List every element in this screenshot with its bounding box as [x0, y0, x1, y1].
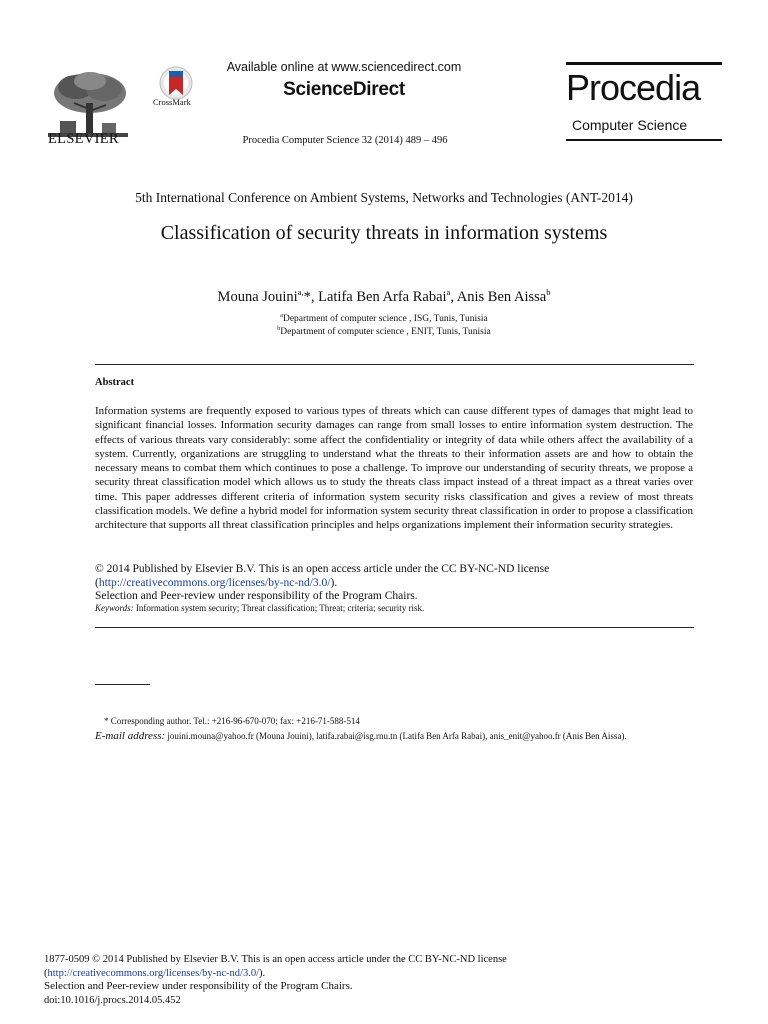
conference-name: 5th International Conference on Ambient Systems, Networks and Technologies (ANT-2014): [135, 190, 633, 205]
author-separator: ,: [310, 288, 319, 305]
footer-peer-review: Selection and Peer-review under responsibility of the Program Chairs.: [44, 980, 353, 992]
license-open-paren: (: [95, 577, 99, 589]
keywords-list: Information system security; Threat classification; Threat; criteria; security risk.: [133, 603, 425, 613]
license-close-paren: ).: [330, 577, 338, 589]
affiliation: [40, 313, 728, 324]
peer-review-statement: Selection and Peer-review under responsibility of the Program Chairs.: [95, 590, 418, 602]
corresponding-author-note: * Corresponding author. Tel.: +216-96-670-070; fax: +216-71-588-514: [104, 716, 360, 726]
journal-reference: Procedia Computer Science 32 (2014) 489 – 496: [242, 135, 448, 146]
journal-logo-top-rule: [566, 62, 722, 65]
journal-logo-subtitle: Computer Science: [572, 117, 688, 133]
affiliation: [40, 326, 728, 337]
abstract-bottom-divider: [95, 627, 694, 628]
abstract-body: Information systems are frequently exposed to various types of threats which can cause different types of damages that might lead to significant financial losses. Information security damages can range from small losses to entire information system destruction. The effects of various threats vary considerably: some affect the confidentiality or integrity of data while others affect the availability of a system. Currently, organizations are struggling to understand what the threats to their information assets are and how to obtain the necessary means to combat them which continues to pose a challenge. To improve our understanding of security threats, we propose a security threat classification model which allows us to study the threats class impact instead of a threat impact as a threat varies over time. This paper addresses different criteria of information system security risks classification and gives a review of most threats classification models. We define a hybrid model for information system security threat classification in order to propose a classification architecture that supports all threat classification principles and helps organizations implement their information security strategies.: [95, 405, 693, 532]
abstract-heading: Abstract: [95, 377, 135, 388]
corresponding-author-mark: *: [303, 288, 311, 305]
author-affiliation-mark: b: [546, 287, 551, 297]
author-separator: ,: [450, 288, 457, 305]
author-list: [40, 287, 728, 306]
email-label: E-mail address:: [95, 730, 166, 742]
author-name: Mouna Jouini: [217, 288, 298, 305]
journal-logo: Procedia: [566, 67, 701, 108]
page-footer: [44, 953, 604, 1007]
available-online-text: Available online at www.sciencedirect.com: [226, 60, 462, 74]
affiliation-text: Department of computer science , ENIT, Tunis, Tunisia: [280, 327, 491, 338]
email-list: jouini.mouna@yahoo.fr (Mouna Jouini), latifa.rabai@isg.rnu.tn (Latifa Ben Arfa Rabai), anis_enit@yahoo.fr (Anis Ben Aissa).: [165, 731, 627, 741]
keywords-label: Keywords:: [95, 603, 134, 613]
journal-logo-bottom-rule: [566, 139, 722, 141]
doi[interactable]: doi:10.1016/j.procs.2014.05.452: [44, 994, 181, 1006]
footer-license-close-paren: ).: [259, 967, 266, 979]
paper-title: Classification of security threats in information systems: [160, 222, 608, 244]
elsevier-wordmark: ELSEVIER: [48, 131, 119, 147]
affiliation-text: Department of computer science , ISG, Tunis, Tunisia: [282, 314, 488, 325]
license-line: [95, 576, 695, 590]
author-name: Latifa Ben Arfa Rabai: [318, 288, 447, 305]
copyright-notice: [95, 562, 695, 590]
license-link[interactable]: http://creativecommons.org/licenses/by-nc-nd/3.0/: [98, 577, 331, 589]
sciencedirect-logo[interactable]: ScienceDirect: [283, 79, 405, 100]
footnote-divider: [95, 684, 150, 685]
author-affiliation-mark: a: [446, 287, 451, 297]
affiliation-mark: b: [277, 326, 281, 332]
crossmark-label: CrossMark: [153, 97, 191, 107]
abstract-top-divider: [95, 364, 694, 365]
footer-license-link[interactable]: http://creativecommons.org/licenses/by-nc-nd/3.0/: [47, 967, 260, 979]
keywords: [95, 603, 424, 613]
issn-copyright-line: 1877-0509 © 2014 Published by Elsevier B.V. This is an open access article under the CC BY-NC-ND license: [44, 954, 507, 965]
copyright-line: © 2014 Published by Elsevier B.V. This is an open access article under the CC BY-NC-ND license: [95, 563, 550, 575]
email-addresses: [95, 730, 693, 742]
author-affiliation-mark: a,: [297, 287, 304, 297]
footer-license-open-paren: (: [44, 967, 48, 979]
footer-license-line: [44, 967, 604, 981]
author-name: Anis Ben Aissa: [456, 288, 547, 305]
affiliation-mark: a: [280, 313, 283, 319]
